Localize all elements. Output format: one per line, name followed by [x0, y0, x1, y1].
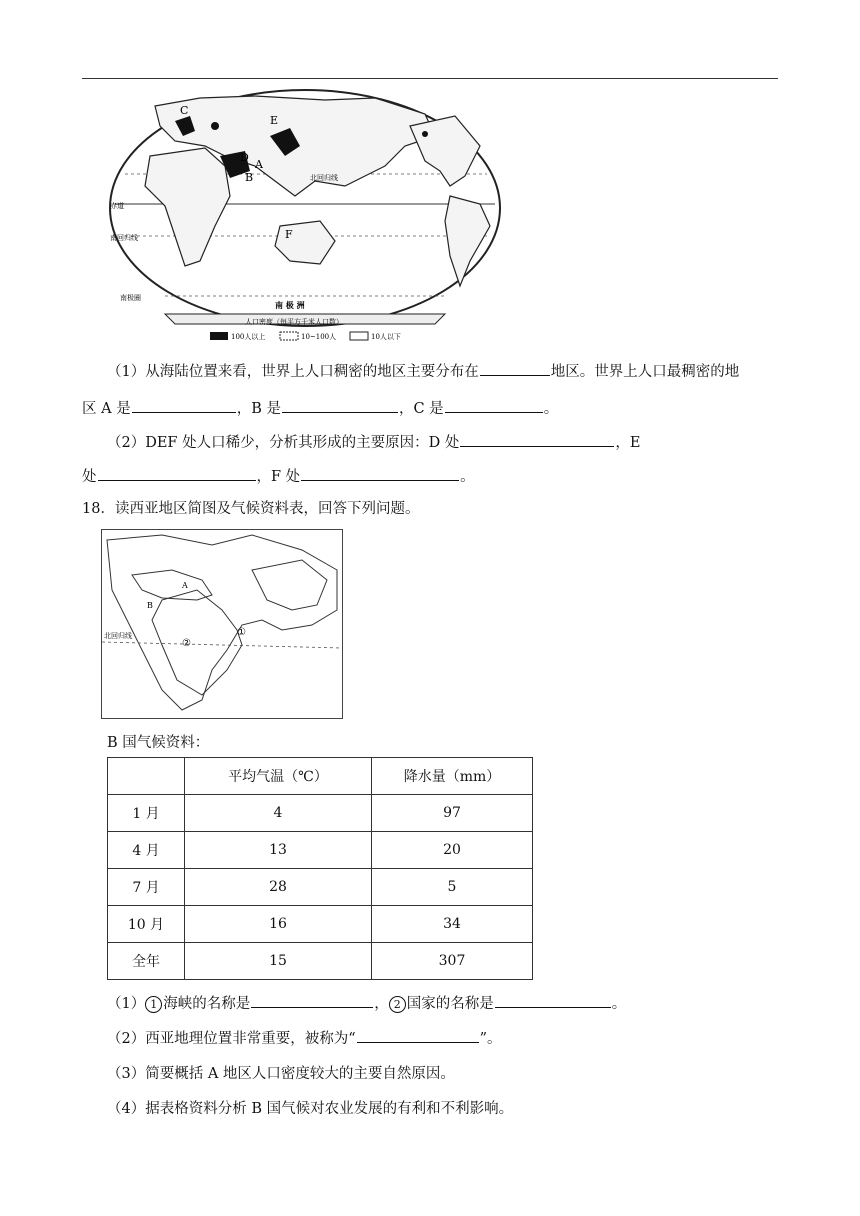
- table-row: [108, 943, 533, 980]
- map1-tropic-north: 北回归线: [310, 174, 338, 182]
- table-cell-month: 10 月: [108, 906, 185, 943]
- table-header-cell: 平均气温（℃）: [185, 758, 372, 795]
- map1-label-F: F: [285, 228, 293, 241]
- table-cell-month: 7 月: [108, 869, 185, 906]
- answer-blank-B[interactable]: [282, 398, 398, 413]
- q17-part1-line2: 区 A 是 ，B 是 ，C 是 。: [82, 397, 558, 418]
- legend-item-dense: 100人以上: [231, 333, 266, 341]
- q18-sub4: （4）据表格资料分析 B 国气候对农业发展的有利和不利影响。: [107, 1101, 514, 1117]
- answer-blank-E[interactable]: [98, 466, 256, 481]
- legend-swatch-dense: [210, 332, 228, 340]
- table-cell-month: 4 月: [108, 832, 185, 869]
- answer-blank-F[interactable]: [301, 466, 459, 481]
- map2-tropic: 北回归线: [104, 632, 132, 640]
- answer-blank-C[interactable]: [445, 398, 543, 413]
- answer-blank-region[interactable]: [480, 361, 550, 376]
- map1-polar-circle: 南极圈: [120, 294, 141, 302]
- map2-label-2: ②: [182, 638, 191, 649]
- table-row: [108, 869, 533, 906]
- q17-part2-line1: （2）DEF 处人口稀少，分析其形成的主要原因：D 处 ，E: [107, 431, 640, 452]
- legend-swatch-sparse: [350, 332, 368, 340]
- table-cell-temp: 13: [185, 832, 372, 869]
- table-cell-month: 1 月: [108, 795, 185, 832]
- answer-blank-D[interactable]: [460, 432, 614, 447]
- world-population-map: [105, 86, 505, 348]
- map1-antarctica: 南 极 洲: [275, 300, 305, 310]
- table-cell-precip: 307: [372, 943, 533, 980]
- legend-swatch-medium: [280, 332, 298, 340]
- circled-number-2: 2: [389, 996, 406, 1013]
- table-cell-precip: 5: [372, 869, 533, 906]
- table-cell-temp: 16: [185, 906, 372, 943]
- table-cell-precip: 97: [372, 795, 533, 832]
- table-caption: B 国气候资料：: [107, 735, 210, 751]
- circled-number-1: 1: [145, 996, 162, 1013]
- climate-table: [107, 757, 533, 980]
- q18-sub3: （3）简要概括 A 地区人口密度较大的主要自然原因。: [107, 1066, 455, 1082]
- q17-part1-line1: （1）从海陆位置来看，世界上人口稠密的地区主要分布在 地区。世界上人口最稠密的地: [107, 360, 739, 381]
- map2-label-1: ①: [237, 627, 246, 638]
- map1-label-C: C: [180, 104, 189, 117]
- map1-label-B: B: [245, 171, 254, 184]
- table-row: [108, 906, 533, 943]
- table-header-row: [108, 758, 533, 795]
- west-asia-map: [101, 529, 343, 719]
- table-header-cell: [108, 758, 185, 795]
- map1-label-A: A: [255, 158, 263, 171]
- q17-part2-line2: 处 ，F 处 。: [82, 465, 475, 486]
- table-cell-precip: 20: [372, 832, 533, 869]
- table-row: [108, 795, 533, 832]
- answer-blank-nickname[interactable]: [357, 1028, 479, 1043]
- header-rule: [82, 78, 778, 79]
- answer-blank-strait[interactable]: [251, 993, 373, 1008]
- map1-legend-title: 人口密度（每平方千米人口数）: [245, 318, 343, 326]
- table-header-cell: 降水量（mm）: [372, 758, 533, 795]
- table-cell-temp: 15: [185, 943, 372, 980]
- table-cell-temp: 28: [185, 869, 372, 906]
- table-cell-month: 全年: [108, 943, 185, 980]
- q18-sub2: （2）西亚地理位置非常重要，被称为“ ”。: [107, 1027, 502, 1048]
- map2-label-B: B: [147, 601, 153, 610]
- map1-tropic-south: 南回归线: [110, 234, 138, 242]
- answer-blank-A[interactable]: [132, 398, 236, 413]
- q18-sub1: （1） 1 海峡的名称是 ， 2 国家的名称是 。: [107, 992, 626, 1013]
- q18-title: 18．读西亚地区简图及气候资料表，回答下列问题。: [82, 501, 420, 517]
- table-row: [108, 832, 533, 869]
- map2-label-A: A: [182, 581, 188, 590]
- table-cell-precip: 34: [372, 906, 533, 943]
- legend-item-sparse: 10人以下: [371, 333, 401, 341]
- legend-item-medium: 10~100人: [301, 333, 337, 341]
- answer-blank-country[interactable]: [495, 993, 611, 1008]
- table-cell-temp: 4: [185, 795, 372, 832]
- map1-label-E: E: [270, 114, 279, 127]
- map1-equator: 赤道: [110, 202, 124, 210]
- map1-label-D: D: [240, 151, 249, 164]
